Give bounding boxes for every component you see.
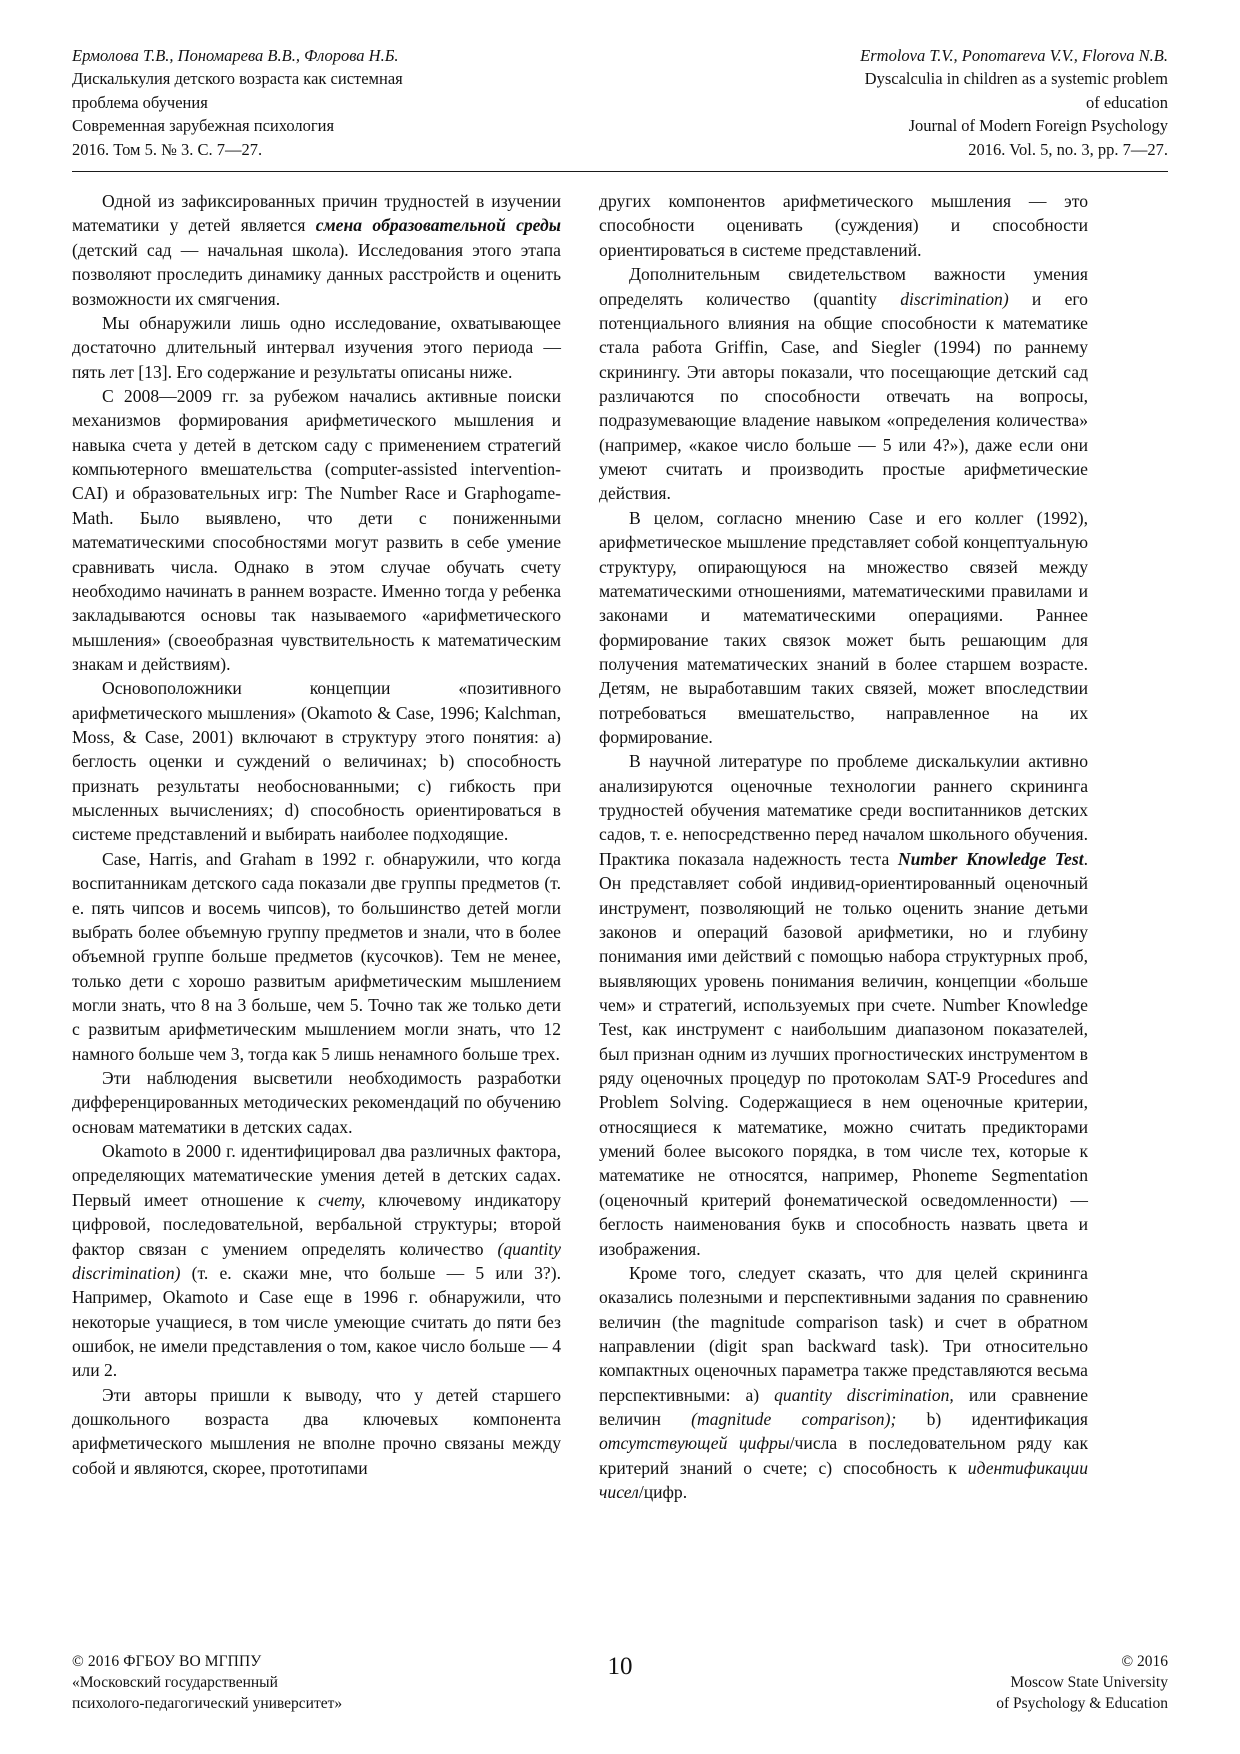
footer-publisher-en-line3: of Psychology & Education xyxy=(996,1694,1168,1712)
paragraph-left-2: Мы обнаружили лишь одно исследование, охватывающее достаточно длительный интервал изучения этого периода — пять лет [13]. Его содержание и результаты описаны ниже. xyxy=(72,312,561,382)
paragraph-left-1 xyxy=(72,189,561,311)
footer-publisher-en-line2: Moscow State University xyxy=(1010,1673,1168,1691)
paragraph-left-6: Эти наблюдения высветили необходимость разработки дифференцированных методических рекомендаций по обучению основам математики в детских садах. xyxy=(72,1068,561,1137)
running-head-title-en-line2: of education xyxy=(1085,92,1168,112)
paragraph-right-4 xyxy=(599,749,1088,1261)
left-column xyxy=(72,189,561,1641)
paragraph-right-4-part-a: В научной литературе по проблеме дискалькулии активно анализируются оценочные технологии раннего скрининга трудностей обучения математике среди воспитанников детских садов, т. е. непосредственно перед началом школьного обучения. Практика показала надежность теста xyxy=(599,751,1088,869)
paragraph-right-4-part-b: . Он представляет собой индивид-ориентированный оценочный инструмент, позволяющий не только оценить знание детьми законов и операций базовой арифметики, но и глубину понимания ими действий с помощью набора структурных проб, выявляющих уровень понимания величин, концепции «больше чем» и стратегий, используемых при счете. Number Knowledge Test, как инструмент с наибольшим диапазоном показателей, был признан одним из лучших прогностических инструментом в ряду оценочных процедур по протоколам SAT-9 Procedures and Problem Solving. Содержащиеся в нем оценочные критерии, относящиеся к математике, можно считать предикторами умений более высокого порядка, в том числе тех, которые к математике не относятся, например, Phoneme Segmentation (оценочный критерий фонематической осведомленности) — беглость наименования букв и способность назвать цвета и изображения. xyxy=(599,848,1088,1259)
running-head-journal-ru: Современная зарубежная психология xyxy=(72,116,335,136)
paragraph-right-5 xyxy=(599,1261,1088,1505)
footer-publisher-en xyxy=(738,1651,1168,1714)
running-head-issue-ru: 2016. Том 5. № 3. С. 7—27. xyxy=(72,139,263,159)
paragraph-right-2 xyxy=(599,262,1088,506)
paragraph-left-3: С 2008—2009 гг. за рубежом начались активные поиски механизмов формирования арифметического мышления и навыка счета у детей в детском саду с применением стратегий компьютерного вмешательства (computer-assisted intervention-CAI) и образовательных игр: The Number Race и Graphogame-Math. Было выявлено, что дети с пониженными математическими способностями могут развить в себе умение сравнивать числа. Однако в этом случае обучать счету необходимо начинать в раннем возрасте. Именно тогда у ребенка закладываются основы так называемого «арифметического мышления» (своеобразная чувствительность к математическим знакам и действиям). xyxy=(72,385,561,674)
body-columns xyxy=(72,189,1168,1641)
footer-copyright-ru: © 2016 ФГБОУ ВО МГППУ xyxy=(72,1652,262,1670)
running-head-title-ru-line1: Дискалькулия детского возраста как системная xyxy=(72,69,403,89)
paragraph-left-1-emphasis: смена образовательной среды xyxy=(315,215,561,236)
footer-publisher-ru-line2: «Московский государственный xyxy=(72,1673,278,1691)
running-head-authors-ru: Ермолова Т.В., Пономарева В.В., Флорова Н.Б. xyxy=(72,46,399,65)
running-head-authors-en: Ermolova T.V., Ponomareva V.V., Florova N.B. xyxy=(860,46,1168,65)
paragraph-right-5-part-c: b) идентификация xyxy=(896,1409,1088,1430)
paragraph-right-5-emphasis-3: отсутствующей цифры xyxy=(599,1433,790,1454)
right-column xyxy=(599,189,1088,1641)
header-divider xyxy=(72,171,1168,172)
paragraph-left-7-emphasis-1: счету, xyxy=(318,1189,366,1210)
running-head-issue-en: 2016. Vol. 5, no. 3, pp. 7—27. xyxy=(968,139,1168,159)
page-footer xyxy=(72,1641,1168,1714)
paragraph-right-5-emphasis-1: quantity discrimination, xyxy=(774,1384,954,1405)
footer-publisher-ru xyxy=(72,1651,502,1714)
running-head xyxy=(72,44,1168,167)
paragraph-right-3: В целом, согласно мнению Case и его коллег (1992), арифметическое мышление представляет собой концептуальную структуру, опирающуюся на множество связей между математическими отношениями, математическими правилами и законами и математическими операциями. Раннее формирование таких связок может быть решающим для получения математических знаний в более старшем возрасте. Детям, не выработавшим таких связей, может впоследствии потребоваться вмешательство, направленное на их формирование. xyxy=(599,507,1088,748)
paragraph-right-5-part-b: или сравнение величин xyxy=(599,1384,1089,1430)
footer-copyright-en: © 2016 xyxy=(1121,1652,1168,1670)
paragraph-right-5-emphasis-4: идентификации чисел xyxy=(599,1457,1088,1503)
paragraph-right-1: других компонентов арифметического мышления — это способности оценивать (суждения) и способности ориентироваться в системе представлений. xyxy=(599,191,1088,260)
paragraph-right-5-part-d: /числа в последовательном ряду как критерий знаний о счете; с) способность к xyxy=(599,1433,1089,1478)
paragraph-right-5-emphasis-2: (magnitude comparison); xyxy=(691,1409,897,1430)
paragraph-left-7 xyxy=(72,1139,561,1383)
running-head-left xyxy=(72,44,542,161)
paragraph-left-7-part-c: (т. е. скажи мне, что больше — 5 или 3?). Например, Okamoto и Case еще в 1996 г. обнаружили, что некоторые учащиеся, в том числе умеющие считать до пяти без ошибок, не имели представления о том, какое число больше — 4 или 2. xyxy=(72,1262,561,1381)
paragraph-left-1-part-b: (детский сад — начальная школа). Исследования этого этапа позволяют проследить динамику данных расстройств и оценить возможности их смягчения. xyxy=(72,239,561,309)
running-head-title-ru-line2: проблема обучения xyxy=(72,92,208,112)
paragraph-right-5-part-e: /цифр. xyxy=(638,1482,688,1503)
paragraph-left-5: Case, Harris, and Graham в 1992 г. обнаружили, что когда воспитанникам детского сада показали две группы предметов (т. е. пять чипсов и восемь чипсов), то большинство детей могли выбрать более объемную группу предметов и знали, что в более объемной группе больше предметов (кусочков). Тем не менее, только дети с хорошо развитым арифметическим мышлением могли знать, что 8 на 3 больше, чем 5. Точно так же только дети с развитым арифметическим мышлением могли знать, что 12 намного больше чем 3, тогда как 5 лишь ненамного больше трех. xyxy=(72,848,561,1064)
running-head-title-en-line1: Dyscalculia in children as a systemic problem xyxy=(864,69,1168,89)
paragraph-left-7-part-a: Okamoto в 2000 г. идентифицировал два различных фактора, определяющих математические умения детей в детских садах. Первый имеет отношение к xyxy=(72,1141,561,1210)
paragraph-left-1-part-a: Одной из зафиксированных причин трудностей в изучении математики у детей является xyxy=(72,191,561,236)
running-head-journal-en: Journal of Modern Foreign Psychology xyxy=(908,116,1168,136)
paragraph-right-2-emphasis: discrimination) xyxy=(900,288,1009,309)
paragraph-left-8: Эти авторы пришли к выводу, что у детей старшего дошкольного возраста два ключевых компонента арифметического мышления не вполне прочно связаны между собой и являются, скорее, прототипами xyxy=(72,1384,561,1478)
paragraph-right-2-part-a: Дополнительным свидетельством важности умения определять количество (quantity xyxy=(599,264,1088,309)
running-head-right xyxy=(698,44,1168,161)
paragraph-left-7-part-b: ключевому индикатору цифровой, последовательной, вербальной структуры; второй фактор связан с умением определять количество xyxy=(72,1189,561,1259)
footer-publisher-ru-line3: психолого-педагогический университет» xyxy=(72,1694,343,1712)
paragraph-right-2-part-b: и его потенциального влияния на общие способности к математике стала работа Griffin, Case, and Siegler (1994) по раннему скринингу. Эти авторы показали, что посещающие детский сад различаются по способности отвечать на вопросы, подразумевающие владение навыком «определения количества» (например, «какое число больше — 5 или 4?»), даже если они умеют считать и производить простые арифметические действия. xyxy=(599,288,1088,504)
paragraph-left-7-emphasis-2: (quantity discrimination) xyxy=(72,1238,561,1283)
page-number: 10 xyxy=(607,1652,633,1680)
paragraph-right-4-emphasis: Number Knowledge Test xyxy=(897,848,1084,869)
paragraph-right-5-part-a: Кроме того, следует сказать, что для целей скрининга оказались полезными и перспективными задания по сравнению величин (the magnitude comparison task) и счет в обратном направлении (digit span backward task). Три относительно компактных оценочных параметра также представляются весьма перспективными: а) xyxy=(599,1262,1088,1405)
paragraph-left-4: Основоположники концепции «позитивного арифметического мышления» (Okamoto & Case, 1996; Kalchman, Moss, & Case, 2001) включают в структуру этого понятия: а) беглость оценки и суждений о величинах; b) способность признать результаты необоснованными; с) гибкость при мысленных вычислениях; d) способность ориентироваться в системе представлений и выбирать наиболее подходящие. xyxy=(72,678,561,845)
